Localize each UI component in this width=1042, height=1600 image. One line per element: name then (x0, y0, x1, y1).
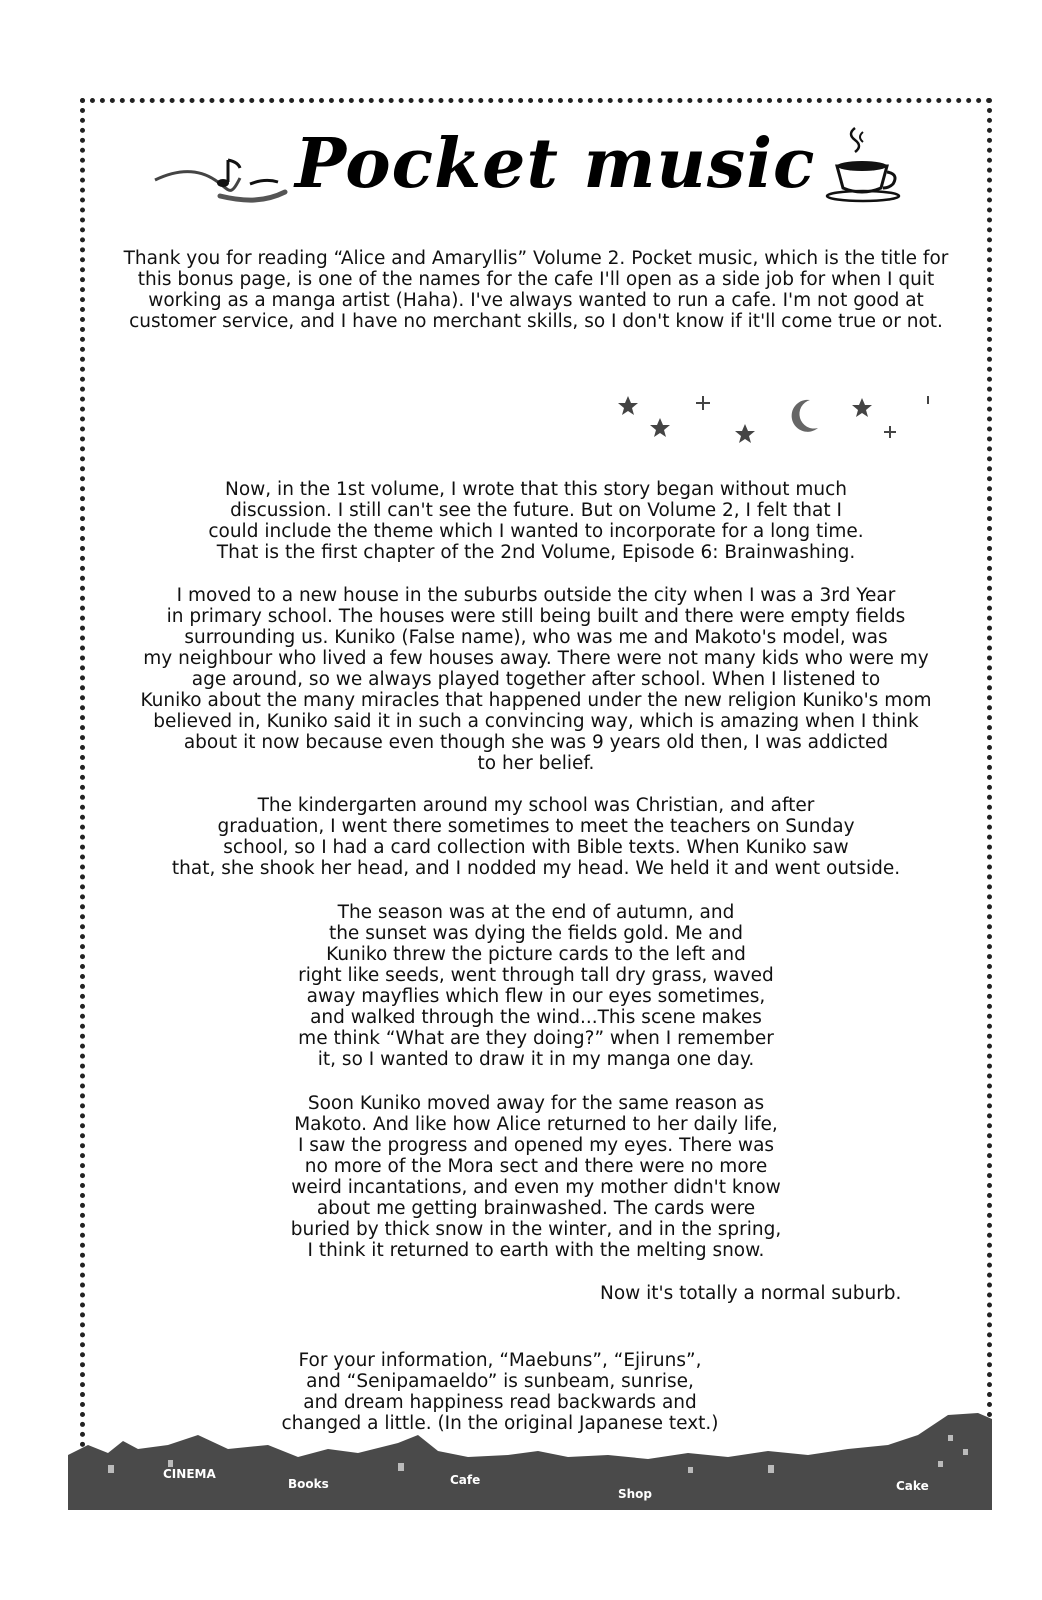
paragraph-3 (110, 795, 962, 879)
text-line: Kuniko threw the picture cards to the left and (326, 944, 746, 965)
text-line: my neighbour who lived a few houses away. There were not many kids who were my (143, 648, 929, 669)
townscape-illustration (68, 1405, 992, 1510)
text-line: The season was at the end of autumn, and (337, 902, 735, 923)
page-title: Pocket music (295, 124, 816, 204)
text-line: away mayflies which flew in our eyes sometimes, (306, 986, 766, 1007)
text-line: and dream happiness read backwards and (303, 1392, 697, 1413)
text-line: For your information, “Maebuns”, “Ejiruns”, (298, 1350, 702, 1371)
text-line: no more of the Mora sect and there were no more (304, 1156, 768, 1177)
text-line: Soon Kuniko moved away for the same reason as (307, 1093, 765, 1114)
coffee-cup-icon (825, 122, 915, 212)
text-line: Kuniko about the many miracles that happened under the new religion Kuniko's mom (140, 690, 932, 711)
paragraph-1 (130, 479, 942, 563)
text-line: me think “What are they doing?” when I remember (298, 1028, 774, 1049)
text-line: and “Senipamaeldo” is sunbeam, sunrise, (306, 1371, 694, 1392)
text-line: and walked through the wind...This scene makes (310, 1007, 762, 1028)
text-line: age around, so we always played together after school. When I listened to (191, 669, 881, 690)
cafe-sign: Cafe (450, 1473, 481, 1487)
text-line: I moved to a new house in the suburbs outside the city when I was a 3rd Year (176, 585, 896, 606)
paragraph-4 (230, 902, 842, 1070)
text-line: could include the theme which I wanted to incorporate for a long time. (208, 521, 864, 542)
text-line: graduation, I went there sometimes to meet the teachers on Sunday (217, 816, 855, 837)
text-line: The kindergarten around my school was Christian, and after (257, 795, 815, 816)
shop-sign: Shop (618, 1487, 653, 1501)
stars-and-moon-icon (610, 388, 950, 448)
text-line: in primary school. The houses were still being built and there were empty fields (166, 606, 906, 627)
text-line: weird incantations, and even my mother didn't know (291, 1177, 781, 1198)
books-sign: Books (288, 1477, 329, 1491)
text-line: about it now because even though she was 9 years old then, I was addicted (183, 732, 889, 753)
text-line: That is the first chapter of the 2nd Volume, Episode 6: Brainwashing. (216, 542, 856, 563)
text-line: to her belief. (477, 753, 595, 774)
text-line: right like seeds, went through tall dry grass, waved (298, 965, 774, 986)
text-line: customer service, and I have no merchant skills, so I don't know if it'll come true or not. (129, 311, 943, 332)
text-line: Thank you for reading “Alice and Amaryllis” Volume 2. Pocket music, which is the title for (123, 248, 949, 269)
cake-sign: Cake (896, 1479, 929, 1493)
text-line: that, she shook her head, and I nodded my head. We held it and went outside. (171, 858, 901, 879)
cinema-sign: CINEMA (163, 1467, 216, 1481)
text-line: surrounding us. Kuniko (False name), who was me and Makoto's model, was (184, 627, 888, 648)
text-line: working as a manga artist (Haha). I've always wanted to run a cafe. I'm not good at (148, 290, 924, 311)
text-line: about me getting brainwashed. The cards were (316, 1198, 756, 1219)
text-line: school, so I had a card collection with Bible texts. When Kuniko saw (223, 837, 849, 858)
text-line: I think it returned to earth with the melting snow. (307, 1240, 765, 1261)
text-line: I saw the progress and opened my eyes. There was (297, 1135, 775, 1156)
text-line: Now, in the 1st volume, I wrote that this story began without much (225, 479, 847, 500)
text-line: this bonus page, is one of the names for the cafe I'll open as a side job for when I quit (137, 269, 935, 290)
closing-line: Now it's totally a normal suburb. (600, 1283, 902, 1304)
text-line: it, so I wanted to draw it in my manga one day. (317, 1049, 755, 1070)
intro-paragraph (100, 248, 972, 332)
paragraph-2 (100, 585, 972, 774)
paragraph-5 (230, 1093, 842, 1261)
text-line: discussion. I still can't see the future. But on Volume 2, I felt that I (230, 500, 842, 521)
text-line: Makoto. And like how Alice returned to her daily life, (294, 1114, 778, 1135)
text-line: buried by thick snow in the winter, and in the spring, (290, 1219, 782, 1240)
text-line: the sunset was dying the fields gold. Me and (328, 923, 744, 944)
town-silhouette-icon (68, 1405, 992, 1510)
title-banner (150, 118, 930, 228)
text-line: believed in, Kuniko said it in such a convincing way, which is amazing when I think (153, 711, 919, 732)
text-line: changed a little. (In the original Japanese text.) (281, 1413, 719, 1434)
